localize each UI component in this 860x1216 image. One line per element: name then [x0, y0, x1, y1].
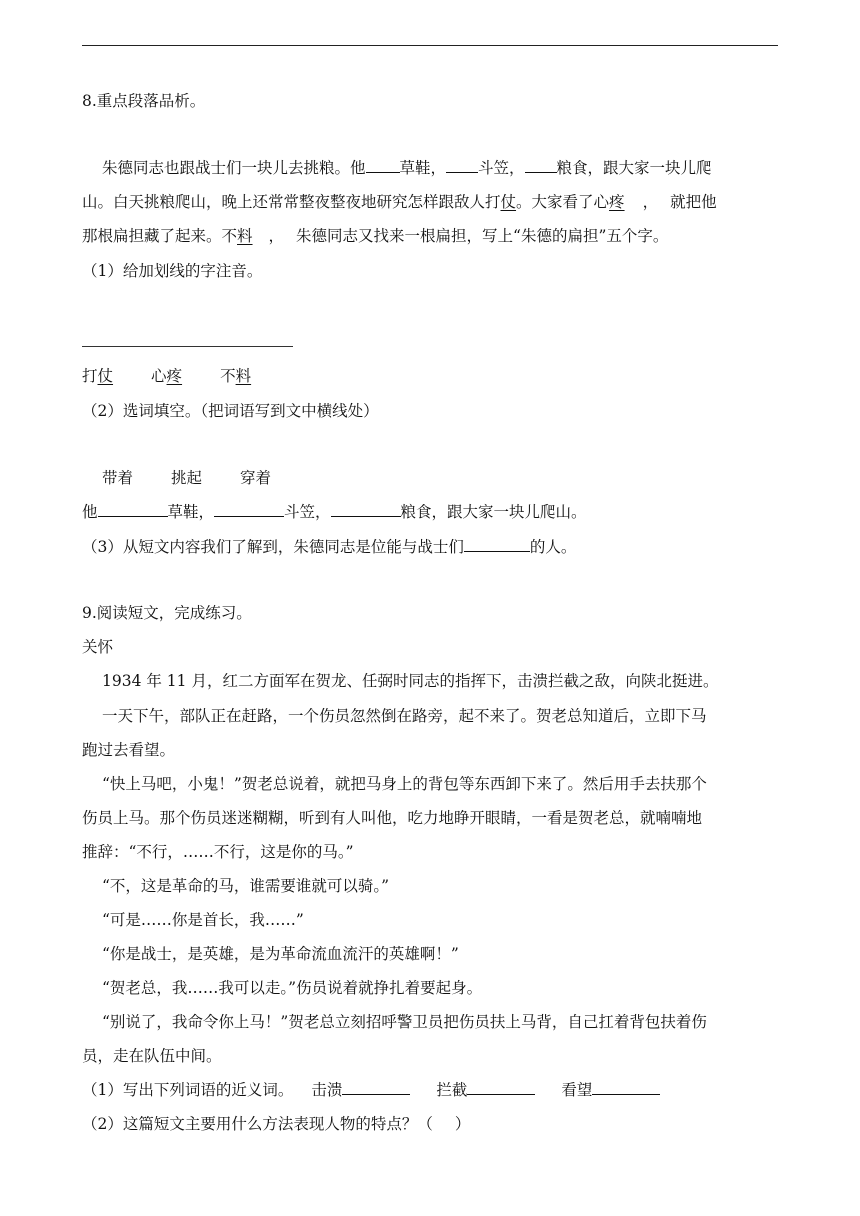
- word-item: 心疼: [151, 367, 183, 385]
- word-item: 不料: [220, 367, 252, 385]
- pinyin-answer-line: [82, 346, 293, 347]
- answer-blank[interactable]: [214, 515, 284, 517]
- passage-line: 1934 年 11 月，红二方面军在贺龙、任弼时同志的指挥下，击溃拦截之敌，向陕北挺进。: [102, 672, 719, 690]
- answer-blank[interactable]: [464, 550, 530, 552]
- q9-sub2: （2）这篇短文主要用什么方法表现人物的特点？（ ）: [82, 1115, 471, 1133]
- passage-line: “快上马吧，小鬼！”贺老总说着，就把马身上的背包等东西卸下来了。然后用手去扶那个: [102, 775, 707, 793]
- q9-title: 9.阅读短文，完成练习。: [82, 604, 252, 622]
- answer-blank[interactable]: [331, 515, 401, 517]
- passage-line: “不，这是革命的马，谁需要谁就可以骑。”: [102, 877, 390, 895]
- underlined-word-zhang: 仗: [500, 193, 517, 211]
- q9-sub1: （1）写出下列词语的近义词。 击溃 拦截 看望: [82, 1078, 660, 1100]
- passage-blank-3: [525, 171, 557, 173]
- answer-blank[interactable]: [98, 515, 168, 517]
- passage-line: 推辞：“不行，……不行，这是你的马。”: [82, 843, 354, 861]
- word-choice: 挑起: [171, 469, 203, 487]
- passage-line: “别说了，我命令你上马！”贺老总立刻招呼警卫员把伤员扶上马背，自己扛着背包扶着伤: [102, 1013, 707, 1031]
- passage-line: 跑过去看望。: [82, 741, 176, 759]
- passage-heading: 关怀: [82, 638, 114, 656]
- pinyin-answer-lines: [82, 336, 293, 354]
- q8-passage-line-1: 朱德同志也跟战士们一块儿去挑粮。他 草鞋， 斗笠， 粮食，跟大家一块儿爬: [102, 159, 712, 177]
- synonym-word: 看望: [561, 1081, 593, 1099]
- word-item: 打仗: [82, 367, 114, 385]
- answer-blank[interactable]: [342, 1093, 410, 1095]
- passage-line: “可是……你是首长，我……”: [102, 911, 304, 929]
- q8-title: 8.重点段落品析。: [82, 92, 206, 110]
- header-rule: [82, 45, 778, 46]
- passage-blank-1: [366, 171, 400, 173]
- passage-blank-2: [446, 171, 478, 173]
- passage-line: 伤员上马。那个伤员迷迷糊糊，听到有人叫他，吃力地睁开眼睛，一看是贺老总，就喃喃地: [82, 809, 703, 827]
- underlined-word-liao: 料: [237, 227, 253, 245]
- answer-blank[interactable]: [592, 1093, 660, 1095]
- word-choices: [102, 466, 271, 488]
- q8-sub1-words: [82, 364, 251, 386]
- q8-passage-line-3: 那根扁担藏了起来。不料 ， 朱德同志又找来一根扁担，写上“朱德的扁担”五个字。: [82, 227, 669, 245]
- q8-sub2-fill-line: 他 草鞋， 斗笠， 粮食，跟大家一块儿爬山。: [82, 503, 587, 521]
- word-choice: 带着: [102, 469, 134, 487]
- underlined-word-teng: 疼: [609, 193, 625, 211]
- passage-line: “你是战士，是英雄，是为革命流血流汗的英雄啊！”: [102, 945, 459, 963]
- passage-line: “贺老总，我……我可以走。”伤员说着就挣扎着要起身。: [102, 979, 483, 997]
- synonym-word: 拦截: [436, 1081, 468, 1099]
- q8-sub3: （3）从短文内容我们了解到，朱德同志是位能与战士们 的人。: [82, 538, 577, 556]
- q8-sub1-label: （1）给加划线的字注音。: [82, 262, 263, 280]
- q8-sub2-label: （2）选词填空。（把词语写到文中横线处）: [82, 402, 379, 420]
- passage-line: 员，走在队伍中间。: [82, 1047, 222, 1065]
- word-choice: 穿着: [240, 469, 272, 487]
- answer-blank[interactable]: [467, 1093, 535, 1095]
- synonym-word: 击溃: [311, 1081, 343, 1099]
- passage-line: 一天下午，部队正在赶路，一个伤员忽然倒在路旁，起不来了。贺老总知道后，立即下马: [102, 707, 707, 725]
- q8-passage-line-2: 山。白天挑粮爬山，晚上还常常整夜整夜地研究怎样跟敌人打仗。大家看了心疼 ， 就把他: [82, 193, 717, 211]
